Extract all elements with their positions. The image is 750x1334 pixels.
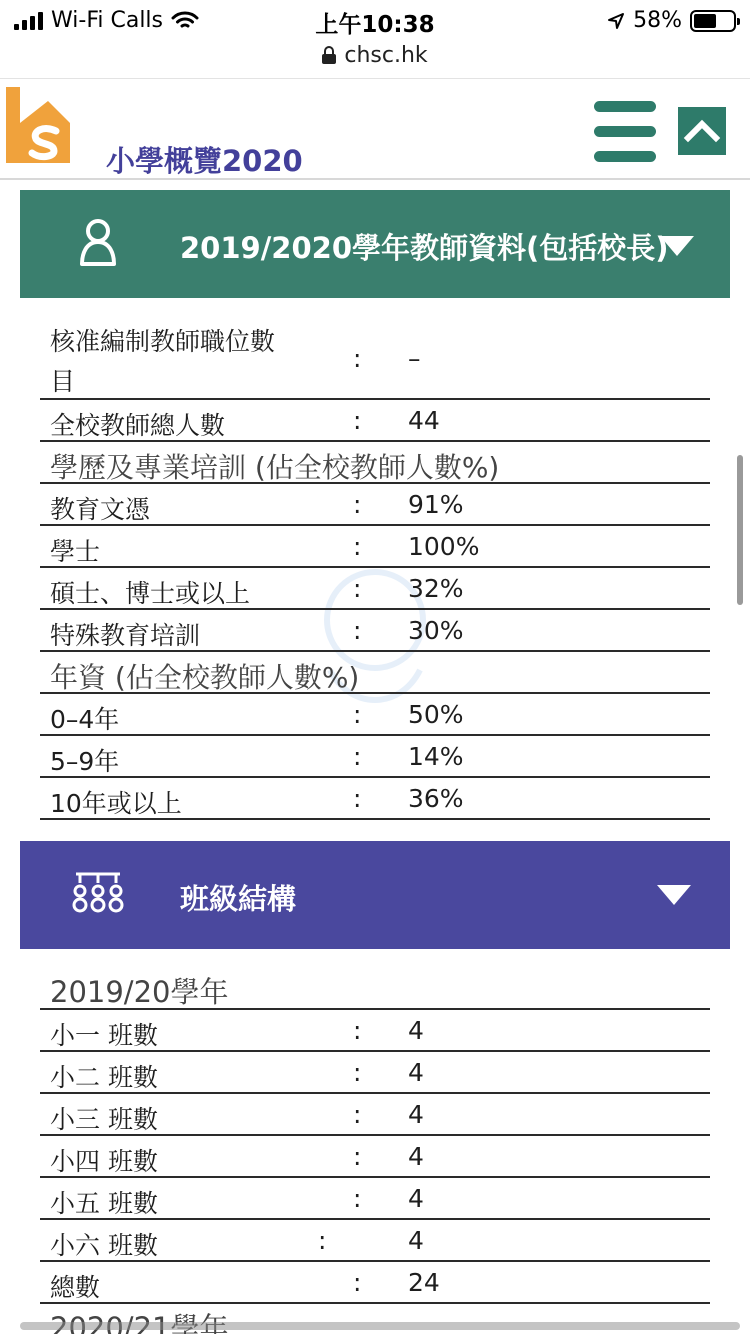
row-label: 碩士、博士或以上 <box>50 579 251 608</box>
class-section-title: 班級結構 <box>180 882 297 916</box>
battery-fill <box>694 14 716 28</box>
row-label: 0–4年 <box>50 705 120 734</box>
chevron-up-icon <box>678 107 726 155</box>
year-heading <box>40 968 710 1010</box>
row-label: 小三 班數 <box>50 1105 158 1134</box>
url-text[interactable]: chsc.hk <box>344 42 428 68</box>
table-row <box>40 1136 710 1178</box>
experience-heading <box>40 652 710 694</box>
table-row <box>40 484 710 526</box>
row-label-line1: 核准編制教師職位數 <box>50 327 276 356</box>
row-value: 4 <box>408 1058 424 1087</box>
row-label: 學士 <box>50 537 101 566</box>
row-label: 小二 班數 <box>50 1063 158 1092</box>
row-colon: : <box>353 574 362 603</box>
row-colon: : <box>353 742 362 771</box>
row-value: 44 <box>408 406 440 435</box>
row-colon: : <box>318 1226 327 1255</box>
row-colon: : <box>353 532 362 561</box>
hamburger-menu-icon[interactable] <box>594 101 656 163</box>
row-colon: : <box>353 1184 362 1213</box>
teacher-section-title: 2019/2020學年教師資料(包括校長) <box>180 231 669 265</box>
class-section-header[interactable] <box>20 841 730 949</box>
table-row <box>40 1178 710 1220</box>
row-colon: : <box>353 406 362 435</box>
row-value: 30% <box>408 616 464 645</box>
row-value: 24 <box>408 1268 440 1297</box>
table-row <box>40 1052 710 1094</box>
row-value: 14% <box>408 742 464 771</box>
row-value: 4 <box>408 1016 424 1045</box>
row-colon: : <box>353 1058 362 1087</box>
subheading-text: 2019/20學年 <box>50 975 229 1009</box>
row-value: 32% <box>408 574 464 603</box>
table-row <box>40 736 710 778</box>
status-bar <box>0 0 750 40</box>
chevron-down-icon[interactable] <box>657 885 691 905</box>
row-value: 4 <box>408 1226 424 1255</box>
table-row <box>40 1094 710 1136</box>
teacher-section-header[interactable] <box>20 190 730 298</box>
table-row <box>40 1010 710 1052</box>
row-label: 5–9年 <box>50 747 120 776</box>
table-row <box>40 778 710 820</box>
table-row <box>40 1220 710 1262</box>
row-colon: : <box>353 784 362 813</box>
table-row <box>40 318 710 400</box>
row-value: 4 <box>408 1184 424 1213</box>
row-colon: : <box>353 344 362 373</box>
chevron-down-icon[interactable] <box>660 236 694 256</box>
scrollbar[interactable] <box>737 455 743 605</box>
row-value: 4 <box>408 1100 424 1129</box>
table-row <box>40 568 710 610</box>
row-colon: : <box>353 1268 362 1297</box>
table-row <box>40 1262 710 1304</box>
back-to-top-button[interactable] <box>678 107 726 155</box>
row-label: 小六 班數 <box>50 1231 158 1260</box>
site-title[interactable]: 小學概覽2020 <box>106 144 303 178</box>
table-row <box>40 610 710 652</box>
carrier-label: Wi-Fi Calls <box>51 8 164 33</box>
row-value: 4 <box>408 1142 424 1171</box>
row-label: 特殊教育培訓 <box>50 621 201 650</box>
subheading-text: 學歷及專業培訓 (佔全校教師人數%) <box>50 451 500 484</box>
row-colon: : <box>353 1100 362 1129</box>
row-label-line2: 目 <box>50 367 76 396</box>
table-row <box>40 526 710 568</box>
row-label: 教育文憑 <box>50 495 151 524</box>
hs-logo-icon[interactable] <box>4 85 72 165</box>
battery-icon <box>690 10 736 32</box>
subheading-text: 年資 (佔全校教師人數%) <box>50 661 360 694</box>
home-indicator[interactable] <box>20 1322 740 1330</box>
row-value: 36% <box>408 784 464 813</box>
row-colon: : <box>353 700 362 729</box>
table-row <box>40 400 710 442</box>
person-icon <box>78 218 118 270</box>
row-label: 總數 <box>50 1273 101 1302</box>
lock-icon <box>322 46 336 64</box>
row-colon: : <box>353 1016 362 1045</box>
row-label <box>50 322 275 402</box>
site-header <box>0 78 750 180</box>
row-value: – <box>408 344 421 373</box>
row-label: 10年或以上 <box>50 789 182 818</box>
row-label: 小五 班數 <box>50 1189 158 1218</box>
battery-percent: 58% <box>633 8 682 33</box>
row-colon: : <box>353 490 362 519</box>
address-bar[interactable] <box>0 38 750 72</box>
qualification-heading <box>40 442 710 484</box>
row-label: 小一 班數 <box>50 1021 158 1050</box>
row-value: 91% <box>408 490 464 519</box>
row-colon: : <box>353 616 362 645</box>
status-right <box>607 8 736 33</box>
row-label: 全校教師總人數 <box>50 411 226 440</box>
table-row <box>40 694 710 736</box>
clock: 上午10:38 <box>315 12 435 38</box>
row-value: 100% <box>408 532 480 561</box>
row-label: 小四 班數 <box>50 1147 158 1176</box>
org-chart-icon <box>70 871 126 915</box>
row-value: 50% <box>408 700 464 729</box>
row-colon: : <box>353 1142 362 1171</box>
location-arrow-icon <box>607 12 625 30</box>
